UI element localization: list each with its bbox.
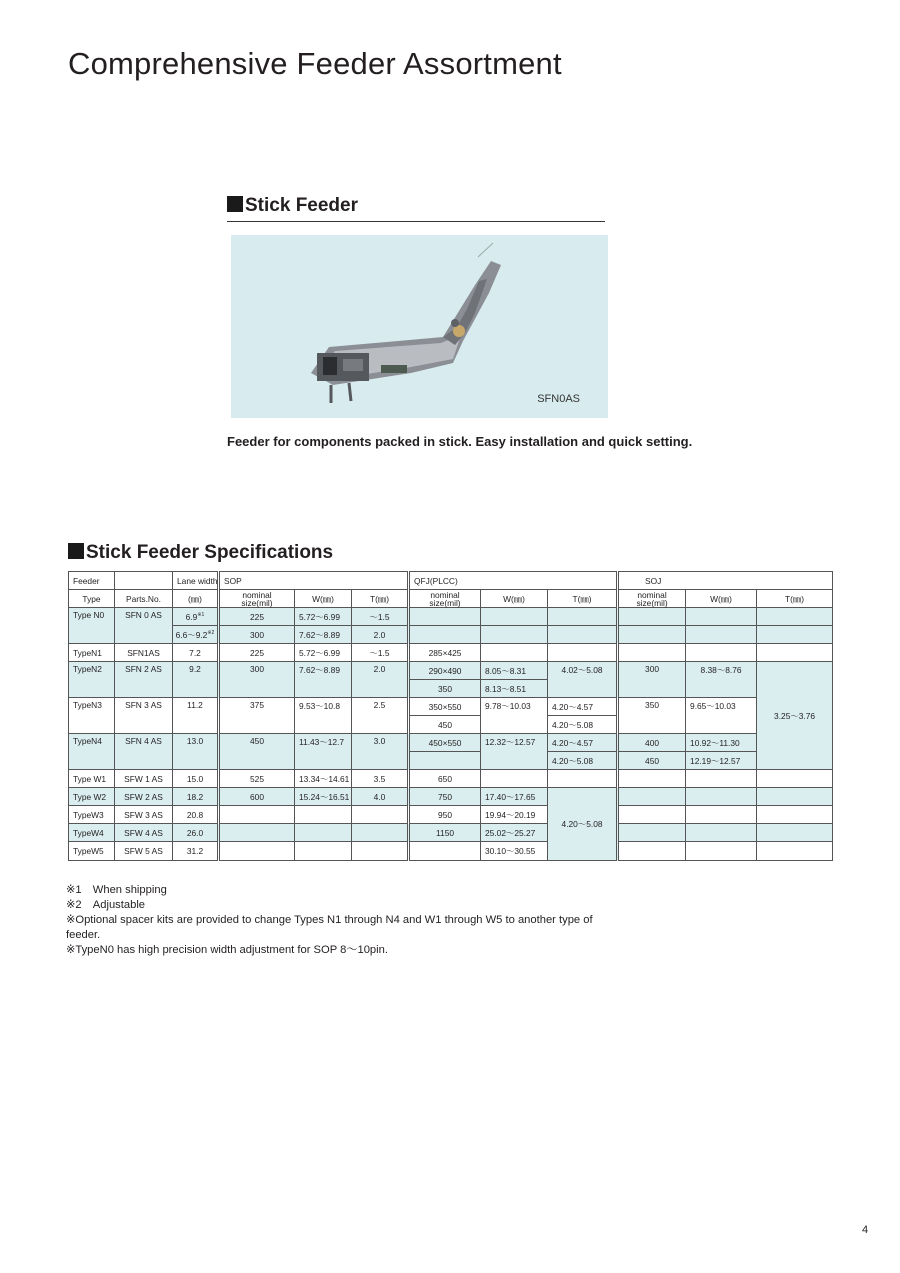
- cell: [352, 824, 409, 842]
- cell: [686, 824, 757, 842]
- cell: 300: [618, 662, 686, 698]
- header-cell: T(㎜): [352, 590, 409, 608]
- type-cell: TypeW5: [69, 842, 115, 861]
- cell: [618, 842, 686, 861]
- cell: [686, 842, 757, 861]
- header-cell: [219, 590, 295, 608]
- cell: 9.65〜10.03: [686, 698, 757, 734]
- parts-cell: SFN1AS: [115, 644, 173, 662]
- cell: 350: [618, 698, 686, 734]
- parts-cell: SFN 4 AS: [115, 734, 173, 770]
- cell: 285×425: [409, 644, 481, 662]
- cell: [686, 644, 757, 662]
- cell: [757, 842, 833, 861]
- cell: 525: [219, 770, 295, 788]
- cell: 5.72〜6.99: [295, 644, 352, 662]
- type-cell: Type N0: [69, 608, 115, 644]
- cell: 300: [219, 662, 295, 698]
- cell: [757, 626, 833, 644]
- lane-value: 6.9: [185, 611, 198, 622]
- cell: 17.40〜17.65: [481, 788, 548, 806]
- parts-cell: SFN 0 AS: [115, 608, 173, 644]
- type-cell: TypeW4: [69, 824, 115, 842]
- cell: [618, 644, 686, 662]
- footnote: ※TypeN0 has high precision width adjustment for SOP 8〜10pin.: [66, 944, 388, 956]
- cell: [757, 608, 833, 626]
- cell: 225: [219, 644, 295, 662]
- footnote: ※2 Adjustable: [66, 899, 146, 911]
- footnote: ※Optional spacer kits are provided to change Types N1 through N4 and W1 through W5 to another type of: [66, 914, 593, 926]
- cell: [618, 806, 686, 824]
- cell: 7.62〜8.89: [295, 626, 352, 644]
- cell: [219, 842, 295, 861]
- cell: 750: [409, 788, 481, 806]
- soj-t-shared-cell: 3.25〜3.76: [757, 662, 833, 770]
- lane-cell: 18.2: [173, 788, 219, 806]
- cell: 450: [409, 716, 481, 734]
- table-row: [69, 734, 833, 752]
- cell: 950: [409, 806, 481, 824]
- table-row: [69, 770, 833, 788]
- table-row: [69, 824, 833, 842]
- footnote-mark: ※1: [197, 611, 205, 618]
- type-cell: Type W2: [69, 788, 115, 806]
- cell: 11.43〜12.7: [295, 734, 352, 770]
- footnotes: [66, 883, 593, 958]
- cell: 600: [219, 788, 295, 806]
- cell: 2.5: [352, 698, 409, 734]
- table-row: [69, 788, 833, 806]
- cell: 450: [618, 752, 686, 770]
- stick-feeder-heading-text: Stick Feeder: [245, 195, 358, 216]
- stick-feeder-photo: [231, 235, 608, 418]
- table-row: [69, 842, 833, 861]
- cell: [548, 608, 618, 626]
- cell: 4.20〜4.57: [548, 698, 618, 716]
- cell: 2.0: [352, 626, 409, 644]
- cell: 4.20〜4.57: [548, 734, 618, 752]
- cell: [409, 842, 481, 861]
- stick-feeder-illustration: [231, 235, 608, 418]
- cell: 4.02〜5.08: [548, 662, 618, 698]
- cell: 400: [618, 734, 686, 752]
- cell: [548, 644, 618, 662]
- cell: 12.19〜12.57: [686, 752, 757, 770]
- cell: 〜1.5: [352, 608, 409, 626]
- cell: [219, 806, 295, 824]
- table-header-row: [69, 590, 833, 608]
- header-cell: [618, 590, 686, 608]
- lane-cell: [173, 626, 219, 644]
- stick-feeder-heading: [227, 195, 358, 217]
- type-cell: TypeN3: [69, 698, 115, 734]
- lane-cell: 15.0: [173, 770, 219, 788]
- cell: [757, 806, 833, 824]
- photo-caption: SFN0AS: [537, 393, 580, 405]
- heading-square-icon: [227, 196, 243, 212]
- header-cell: QFJ(PLCC): [409, 572, 618, 590]
- page-number: 4: [862, 1224, 869, 1236]
- cell: 30.10〜30.55: [481, 842, 548, 861]
- cell: 450: [219, 734, 295, 770]
- lane-cell: [173, 608, 219, 626]
- cell: 3.0: [352, 734, 409, 770]
- header-cell: T(㎜): [548, 590, 618, 608]
- parts-cell: SFN 3 AS: [115, 698, 173, 734]
- cell: 5.72〜6.99: [295, 608, 352, 626]
- cell: 4.20〜5.08: [548, 716, 618, 734]
- header-cell: W(㎜): [686, 590, 757, 608]
- table-row: [69, 662, 833, 680]
- header-line: nominal: [242, 589, 272, 600]
- cell: 15.24〜16.51: [295, 788, 352, 806]
- lane-cell: 7.2: [173, 644, 219, 662]
- cell: 13.34〜14.61: [295, 770, 352, 788]
- type-cell: TypeN2: [69, 662, 115, 698]
- parts-cell: SFW 4 AS: [115, 824, 173, 842]
- cell: [757, 770, 833, 788]
- cell: 9.78〜10.03: [481, 698, 548, 734]
- cell: [618, 824, 686, 842]
- lane-value: 6.6〜9.2: [175, 629, 208, 640]
- header-cell: T(㎜): [757, 590, 833, 608]
- lane-cell: 20.8: [173, 806, 219, 824]
- cell: [352, 842, 409, 861]
- cell: [481, 626, 548, 644]
- cell: [686, 788, 757, 806]
- cell: 7.62〜8.89: [295, 662, 352, 698]
- cell: [481, 770, 548, 788]
- header-cell: SOP: [219, 572, 409, 590]
- cell: 8.05〜8.31: [481, 662, 548, 680]
- cell: [481, 608, 548, 626]
- footnote: ※1 When shipping: [66, 884, 167, 896]
- cell: 〜1.5: [352, 644, 409, 662]
- cell: [618, 608, 686, 626]
- type-cell: TypeW3: [69, 806, 115, 824]
- cell: [757, 824, 833, 842]
- header-line: size(mil): [429, 597, 461, 608]
- table-row: [69, 644, 833, 662]
- cell: 9.53〜10.8: [295, 698, 352, 734]
- parts-cell: SFW 3 AS: [115, 806, 173, 824]
- header-cell: W(㎜): [481, 590, 548, 608]
- specifications-heading-text: Stick Feeder Specifications: [86, 542, 334, 563]
- header-line: size(mil): [241, 597, 273, 608]
- cell: [409, 608, 481, 626]
- cell: [409, 626, 481, 644]
- lane-cell: 31.2: [173, 842, 219, 861]
- footnote-mark: ※2: [207, 629, 215, 636]
- parts-cell: SFW 5 AS: [115, 842, 173, 861]
- cell: [481, 644, 548, 662]
- cell: 2.0: [352, 662, 409, 698]
- cell: [409, 752, 481, 770]
- header-cell: Feeder: [69, 572, 115, 590]
- header-line: nominal: [637, 589, 667, 600]
- cell: 290×490: [409, 662, 481, 680]
- cell: 1150: [409, 824, 481, 842]
- cell: [548, 626, 618, 644]
- feeder-description: Feeder for components packed in stick. Easy installation and quick setting.: [227, 434, 693, 449]
- specifications-table: [68, 571, 833, 861]
- cell: [686, 608, 757, 626]
- table-row: [69, 608, 833, 626]
- cell: 8.38〜8.76: [686, 662, 757, 698]
- cell: [686, 770, 757, 788]
- table-header-row: [69, 572, 833, 590]
- header-line: size(mil): [636, 597, 668, 608]
- footnote: feeder.: [66, 929, 101, 941]
- cell: 8.13〜8.51: [481, 680, 548, 698]
- cell: [686, 626, 757, 644]
- section-divider: [227, 221, 605, 222]
- cell: [618, 770, 686, 788]
- cell: 4.0: [352, 788, 409, 806]
- cell: 19.94〜20.19: [481, 806, 548, 824]
- type-cell: TypeN1: [69, 644, 115, 662]
- cell: 350×550: [409, 698, 481, 716]
- lane-cell: 13.0: [173, 734, 219, 770]
- cell: [295, 842, 352, 861]
- cell: [352, 806, 409, 824]
- table-row: [69, 698, 833, 716]
- lane-cell: 11.2: [173, 698, 219, 734]
- lane-cell: 9.2: [173, 662, 219, 698]
- header-cell: [115, 572, 173, 590]
- parts-cell: SFW 1 AS: [115, 770, 173, 788]
- cell: [618, 626, 686, 644]
- table-row: [69, 626, 833, 644]
- cell: [548, 770, 618, 788]
- type-cell: TypeN4: [69, 734, 115, 770]
- cell: 3.5: [352, 770, 409, 788]
- header-cell: SOJ: [618, 572, 833, 590]
- header-cell: [409, 590, 481, 608]
- heading-square-icon: [68, 543, 84, 559]
- header-cell: (㎜): [173, 590, 219, 608]
- cell: 10.92〜11.30: [686, 734, 757, 752]
- header-cell: Parts.No.: [115, 590, 173, 608]
- cell: 375: [219, 698, 295, 734]
- header-line: nominal: [430, 589, 460, 600]
- w-qfj-t-shared-cell: 4.20〜5.08: [548, 788, 618, 861]
- page-title: Comprehensive Feeder Assortment: [68, 46, 562, 81]
- cell: [219, 824, 295, 842]
- cell: 450×550: [409, 734, 481, 752]
- cell: [757, 788, 833, 806]
- cell: [618, 788, 686, 806]
- cell: 300: [219, 626, 295, 644]
- parts-cell: SFW 2 AS: [115, 788, 173, 806]
- cell: [686, 806, 757, 824]
- cell: [757, 644, 833, 662]
- lane-cell: 26.0: [173, 824, 219, 842]
- cell: 25.02〜25.27: [481, 824, 548, 842]
- specifications-heading: [68, 542, 333, 564]
- cell: 4.20〜5.08: [548, 752, 618, 770]
- header-cell: W(㎜): [295, 590, 352, 608]
- type-cell: Type W1: [69, 770, 115, 788]
- parts-cell: SFN 2 AS: [115, 662, 173, 698]
- cell: [295, 806, 352, 824]
- header-cell: Type: [69, 590, 115, 608]
- cell: 350: [409, 680, 481, 698]
- cell: [295, 824, 352, 842]
- cell: 225: [219, 608, 295, 626]
- cell: 650: [409, 770, 481, 788]
- cell: 12.32〜12.57: [481, 734, 548, 770]
- table-row: [69, 806, 833, 824]
- header-cell: Lane width: [173, 572, 219, 590]
